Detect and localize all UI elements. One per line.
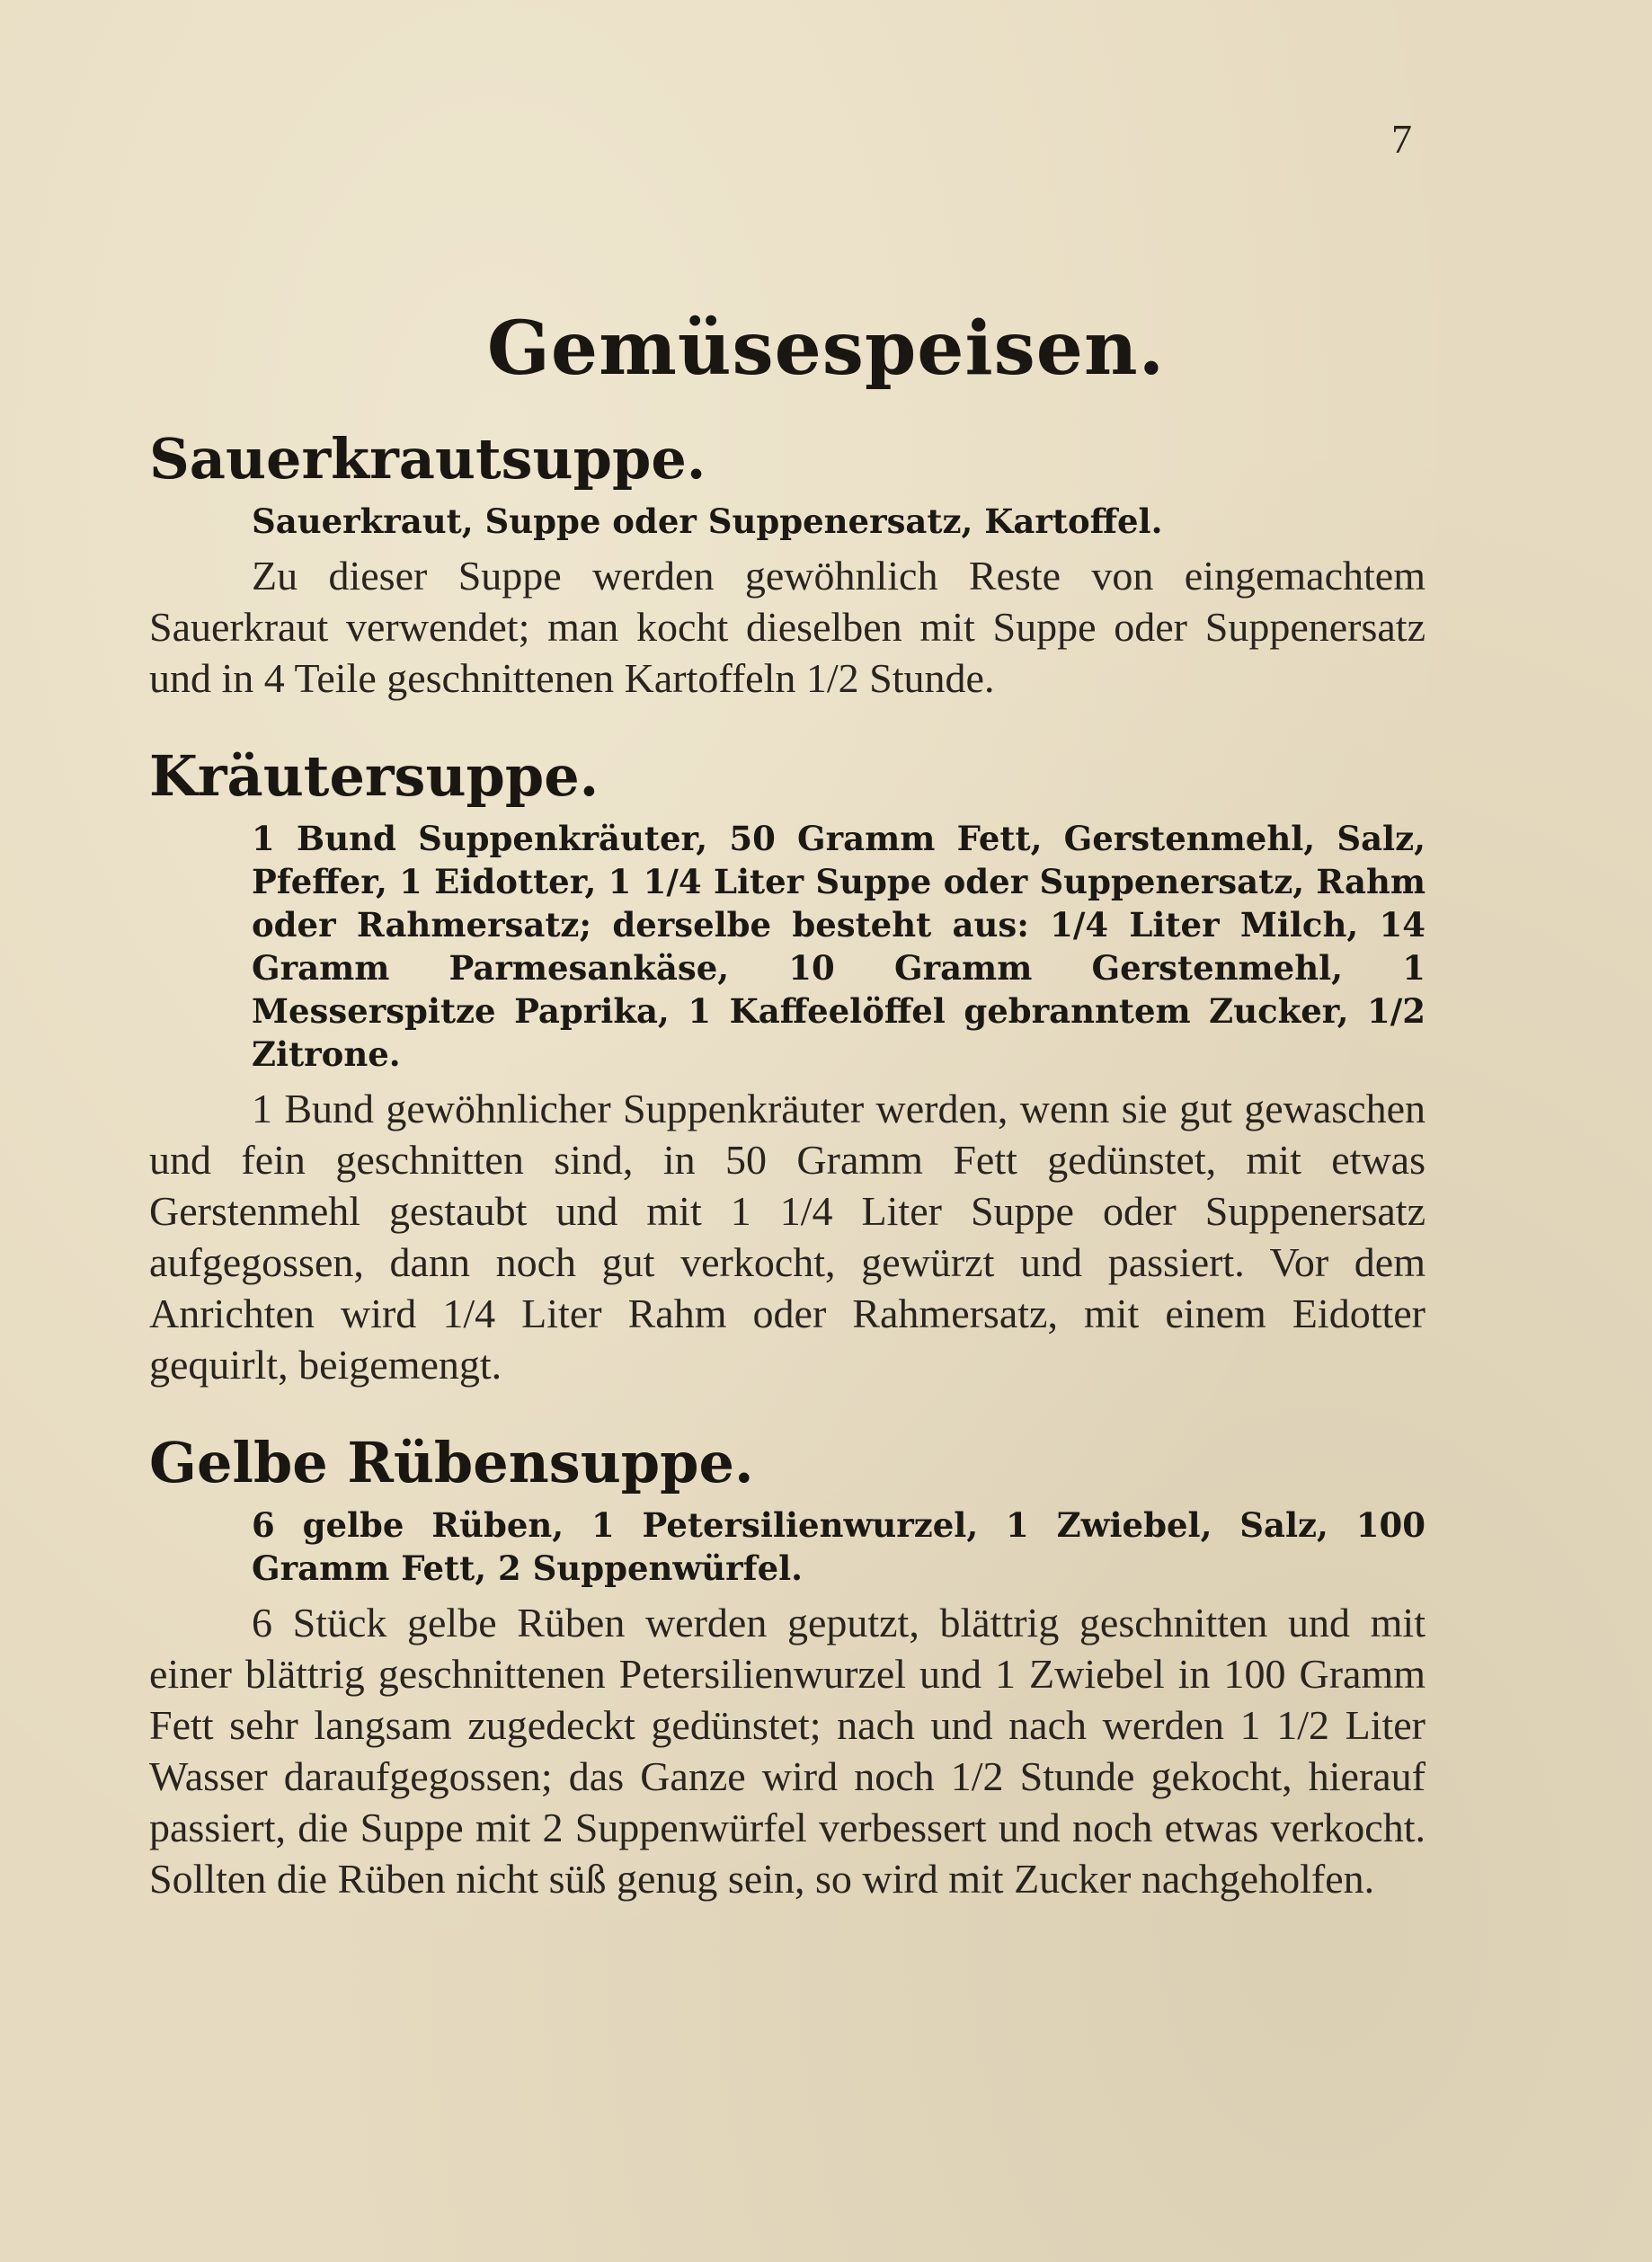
recipe-kraeutersuppe <box>149 740 1426 1390</box>
recipe-ingredients: 1 Bund Suppenkräuter, 50 Gramm Fett, Gerstenmehl, Salz, Pfeffer, 1 Eidotter, 1 1/4 Liter Suppe oder Suppenersatz, Rahm oder Rahmersatz; derselbe besteht aus: 1/4 Liter Milch, 14 Gramm Parmesankäse, 10 Gramm Gerstenmehl, 1 Messerspitze Paprika, 1 Kaffeelöffel gebranntem Zucker, 1/2 Zitrone. <box>252 819 1426 1074</box>
page-content <box>149 422 1426 1940</box>
page-number: 7 <box>1391 116 1412 162</box>
recipe-sauerkrautsuppe <box>149 422 1426 704</box>
recipe-ingredients: Sauerkraut, Suppe oder Suppenersatz, Kartoffel. <box>252 501 1163 541</box>
recipe-instructions: 1 Bund gewöhnlicher Suppenkräuter werden, wenn sie gut gewaschen und fein geschnitten sind, in 50 Gramm Fett gedünstet, mit etwas Gerstenmehl gestaubt und mit 1 1/4 Liter Suppe oder Suppenersatz aufgegossen, dann noch gut verkocht, gewürzt und passiert. Vor dem Anrichten wird 1/4 Liter Rahm oder Rahmersatz, mit einem Eidotter gequirlt, beigemengt. <box>149 1086 1426 1388</box>
recipe-title: Sauerkrautsuppe. <box>149 426 706 492</box>
recipe-title: Gelbe Rübensuppe. <box>149 1430 754 1495</box>
recipe-gelbe-rubensuppe <box>149 1426 1426 1904</box>
page-title: Gemüsespeisen. <box>486 306 1166 392</box>
recipe-title: Kräutersuppe. <box>149 743 600 809</box>
recipe-instructions: 6 Stück gelbe Rüben werden geputzt, blättrig geschnitten und mit einer blättrig geschnittenen Petersilienwurzel und 1 Zwiebel in 100 Gramm Fett sehr langsam zugedeckt gedünstet; nach und nach werden 1 1/2 Liter Wasser daraufgegossen; das Ganze wird noch 1/2 Stunde gekocht, hierauf passiert, die Suppe mit 2 Suppenwürfel verbessert und noch etwas verkocht. Sollten die Rüben nicht süß genug sein, so wird mit Zucker nachgeholfen. <box>149 1600 1426 1902</box>
recipe-ingredients: 6 gelbe Rüben, 1 Petersilienwurzel, 1 Zwiebel, Salz, 100 Gramm Fett, 2 Suppenwürfel. <box>252 1505 1426 1588</box>
recipe-instructions: Zu dieser Suppe werden gewöhnlich Reste von eingemachtem Sauerkraut verwendet; man kocht dieselben mit Suppe oder Suppenersatz und in 4 Teile geschnittenen Kartoffeln 1/2 Stunde. <box>149 553 1426 701</box>
